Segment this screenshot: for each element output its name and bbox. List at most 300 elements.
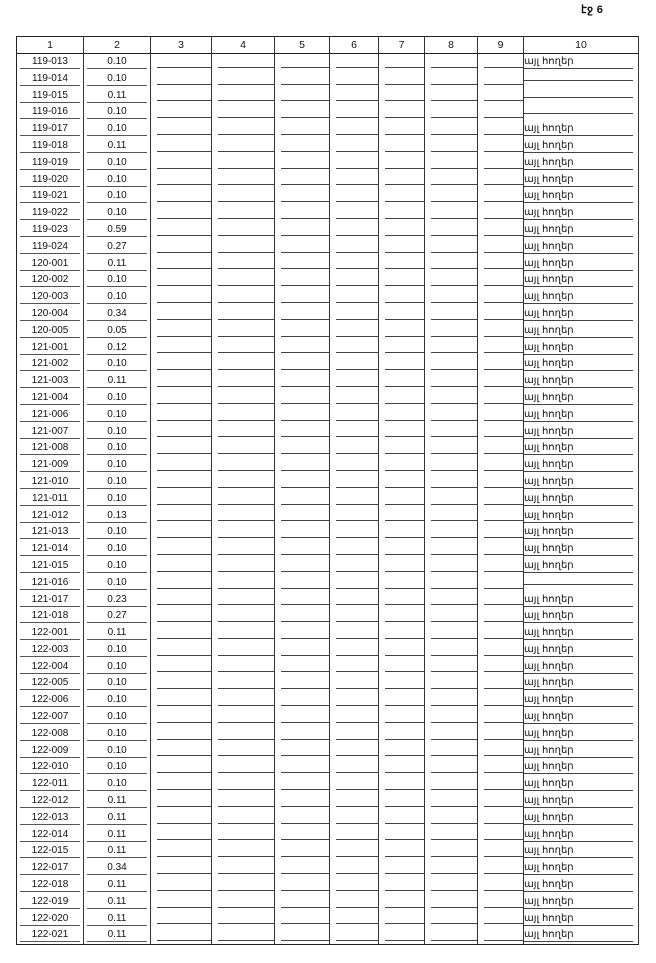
empty-cell-col-9	[478, 272, 524, 289]
area-value-cell	[84, 827, 151, 844]
table-row	[17, 121, 639, 138]
empty-cell-col-3	[151, 373, 212, 390]
empty-cell-col-4	[212, 726, 275, 743]
area-value: 0.10	[87, 357, 146, 371]
parcel-code: 122-005	[20, 676, 79, 690]
area-value-cell	[84, 306, 151, 323]
empty-cell-col-4	[212, 793, 275, 810]
empty-cell-col-5	[275, 340, 330, 357]
parcel-code: 122-012	[20, 794, 79, 808]
empty-cell-col-7	[379, 927, 425, 944]
table-row	[17, 575, 639, 592]
empty-cell-col-6	[330, 356, 379, 373]
area-value: 0.10	[87, 55, 146, 69]
land-type-cell	[524, 558, 639, 575]
empty-cell-col-6	[330, 642, 379, 659]
empty-cell-col-4	[212, 54, 275, 71]
empty-cell-col-6	[330, 373, 379, 390]
parcel-code-cell	[17, 726, 84, 743]
empty-cell-col-6	[330, 256, 379, 273]
empty-cell-col-4	[212, 642, 275, 659]
area-value: 0.10	[87, 660, 146, 674]
area-value-cell	[84, 793, 151, 810]
empty-cell-col-8	[425, 306, 478, 323]
empty-cell-col-7	[379, 743, 425, 760]
empty-cell-col-6	[330, 491, 379, 508]
land-type-cell	[524, 205, 639, 222]
land-type-cell	[524, 440, 639, 457]
area-value: 0.11	[87, 374, 146, 388]
empty-cell-col-8	[425, 155, 478, 172]
land-type-note: այլ հողեր	[524, 274, 633, 287]
land-type-note: այլ հողեր	[524, 862, 633, 875]
parcel-code-cell	[17, 239, 84, 256]
land-type-note: այլ հողեր	[524, 190, 633, 203]
land-type-cell	[524, 373, 639, 390]
empty-cell-col-8	[425, 927, 478, 944]
area-value: 0.10	[87, 156, 146, 170]
empty-cell-col-4	[212, 340, 275, 357]
land-type-cell	[524, 592, 639, 609]
empty-cell-col-7	[379, 306, 425, 323]
empty-cell-col-6	[330, 205, 379, 222]
parcel-code: 119-022	[20, 206, 79, 220]
empty-cell-col-9	[478, 188, 524, 205]
empty-cell-col-9	[478, 508, 524, 525]
empty-cell-col-9	[478, 155, 524, 172]
empty-cell-col-3	[151, 239, 212, 256]
empty-cell-col-9	[478, 491, 524, 508]
table-row	[17, 827, 639, 844]
parcel-code: 122-007	[20, 710, 79, 724]
land-type-cell	[524, 625, 639, 642]
empty-cell-col-4	[212, 675, 275, 692]
table-row	[17, 642, 639, 659]
empty-cell-col-5	[275, 172, 330, 189]
land-type-cell	[524, 239, 639, 256]
empty-cell-col-4	[212, 323, 275, 340]
area-value: 0.10	[87, 542, 146, 556]
empty-cell-col-3	[151, 927, 212, 944]
empty-cell-col-8	[425, 222, 478, 239]
area-value-cell	[84, 54, 151, 71]
land-type-note: այլ հողեր	[524, 644, 633, 657]
empty-cell-col-3	[151, 709, 212, 726]
area-value-cell	[84, 71, 151, 88]
empty-cell-col-4	[212, 625, 275, 642]
land-type-note: այլ հողեր	[524, 207, 633, 220]
empty-cell-col-5	[275, 541, 330, 558]
empty-cell-col-8	[425, 424, 478, 441]
empty-cell-col-7	[379, 54, 425, 71]
empty-cell-col-8	[425, 340, 478, 357]
empty-cell-col-9	[478, 810, 524, 827]
empty-cell-col-7	[379, 138, 425, 155]
empty-cell-col-6	[330, 272, 379, 289]
empty-cell-col-7	[379, 457, 425, 474]
parcel-code-cell	[17, 373, 84, 390]
parcel-code: 122-004	[20, 660, 79, 674]
land-type-note	[524, 97, 633, 98]
empty-cell-col-7	[379, 776, 425, 793]
parcel-code-cell	[17, 642, 84, 659]
empty-cell-col-5	[275, 272, 330, 289]
table-row	[17, 508, 639, 525]
land-type-cell	[524, 138, 639, 155]
area-value-cell	[84, 390, 151, 407]
land-type-cell	[524, 340, 639, 357]
empty-cell-col-3	[151, 524, 212, 541]
area-value-cell	[84, 340, 151, 357]
empty-cell-col-3	[151, 256, 212, 273]
table-row	[17, 759, 639, 776]
empty-cell-col-9	[478, 88, 524, 105]
empty-cell-col-8	[425, 642, 478, 659]
land-type-cell	[524, 356, 639, 373]
land-type-note: այլ հողեր	[524, 728, 633, 741]
land-type-note: այլ հողեր	[524, 442, 633, 455]
area-value: 0.10	[87, 273, 146, 287]
area-value: 0.11	[87, 844, 146, 858]
parcel-code-cell	[17, 894, 84, 911]
land-type-note: այլ հողեր	[524, 56, 633, 69]
empty-cell-col-6	[330, 289, 379, 306]
empty-cell-col-9	[478, 726, 524, 743]
parcel-code-cell	[17, 188, 84, 205]
empty-cell-col-9	[478, 457, 524, 474]
empty-cell-col-6	[330, 121, 379, 138]
parcel-code-cell	[17, 256, 84, 273]
empty-cell-col-7	[379, 121, 425, 138]
empty-cell-col-8	[425, 843, 478, 860]
empty-cell-col-7	[379, 894, 425, 911]
empty-cell-col-9	[478, 759, 524, 776]
parcel-code: 119-021	[20, 189, 79, 203]
empty-cell-col-8	[425, 138, 478, 155]
empty-cell-col-9	[478, 592, 524, 609]
empty-cell-col-4	[212, 759, 275, 776]
empty-cell-col-6	[330, 625, 379, 642]
area-value: 0.10	[87, 206, 146, 220]
parcel-code: 122-011	[20, 777, 79, 791]
empty-cell-col-3	[151, 659, 212, 676]
land-type-note	[524, 80, 633, 81]
table-row	[17, 104, 639, 121]
area-value: 0.11	[87, 811, 146, 825]
parcel-code-cell	[17, 138, 84, 155]
parcel-code: 122-017	[20, 861, 79, 875]
empty-cell-col-3	[151, 575, 212, 592]
empty-cell-col-7	[379, 390, 425, 407]
area-value-cell	[84, 541, 151, 558]
empty-cell-col-4	[212, 256, 275, 273]
table-row	[17, 440, 639, 457]
empty-cell-col-5	[275, 323, 330, 340]
empty-cell-col-6	[330, 592, 379, 609]
land-type-cell	[524, 827, 639, 844]
empty-cell-col-3	[151, 743, 212, 760]
land-type-cell	[524, 390, 639, 407]
empty-cell-col-8	[425, 743, 478, 760]
land-type-note: այլ հողեր	[524, 560, 633, 573]
empty-cell-col-3	[151, 675, 212, 692]
empty-cell-col-4	[212, 843, 275, 860]
parcel-code-cell	[17, 390, 84, 407]
land-type-note: այլ հողեր	[524, 224, 633, 237]
area-value-cell	[84, 121, 151, 138]
empty-cell-col-3	[151, 911, 212, 928]
parcel-code-cell	[17, 759, 84, 776]
empty-cell-col-5	[275, 104, 330, 121]
area-value: 0.11	[87, 626, 146, 640]
empty-cell-col-7	[379, 373, 425, 390]
parcel-code-cell	[17, 608, 84, 625]
table-row	[17, 776, 639, 793]
empty-cell-col-4	[212, 88, 275, 105]
parcel-code-cell	[17, 440, 84, 457]
area-value-cell	[84, 592, 151, 609]
table-row	[17, 894, 639, 911]
land-type-note: այլ հողեր	[524, 711, 633, 724]
parcel-code: 122-020	[20, 912, 79, 926]
empty-cell-col-4	[212, 541, 275, 558]
area-value-cell	[84, 911, 151, 928]
empty-cell-col-4	[212, 138, 275, 155]
empty-cell-col-9	[478, 793, 524, 810]
empty-cell-col-5	[275, 692, 330, 709]
area-value-cell	[84, 759, 151, 776]
table-row	[17, 675, 639, 692]
empty-cell-col-5	[275, 88, 330, 105]
empty-cell-col-5	[275, 256, 330, 273]
parcel-code: 121-015	[20, 559, 79, 573]
land-type-cell	[524, 843, 639, 860]
empty-cell-col-8	[425, 508, 478, 525]
land-type-cell	[524, 743, 639, 760]
column-header-3: 3	[151, 37, 212, 54]
area-value-cell	[84, 709, 151, 726]
empty-cell-col-5	[275, 894, 330, 911]
empty-cell-col-7	[379, 642, 425, 659]
empty-cell-col-9	[478, 323, 524, 340]
empty-cell-col-8	[425, 272, 478, 289]
empty-cell-col-4	[212, 491, 275, 508]
empty-cell-col-5	[275, 759, 330, 776]
empty-cell-col-6	[330, 877, 379, 894]
table-row	[17, 877, 639, 894]
area-value-cell	[84, 457, 151, 474]
column-header-5: 5	[275, 37, 330, 54]
empty-cell-col-8	[425, 289, 478, 306]
parcel-code-cell	[17, 877, 84, 894]
empty-cell-col-3	[151, 104, 212, 121]
empty-cell-col-3	[151, 843, 212, 860]
empty-cell-col-5	[275, 440, 330, 457]
empty-cell-col-4	[212, 424, 275, 441]
empty-cell-col-8	[425, 541, 478, 558]
area-value-cell	[84, 894, 151, 911]
area-value: 0.12	[87, 341, 146, 355]
parcel-code-cell	[17, 474, 84, 491]
empty-cell-col-7	[379, 692, 425, 709]
empty-cell-col-3	[151, 407, 212, 424]
empty-cell-col-4	[212, 927, 275, 944]
empty-cell-col-3	[151, 71, 212, 88]
land-type-note: այլ հողեր	[524, 543, 633, 556]
empty-cell-col-8	[425, 457, 478, 474]
empty-cell-col-7	[379, 188, 425, 205]
empty-cell-col-5	[275, 457, 330, 474]
table-row	[17, 860, 639, 877]
table-row	[17, 524, 639, 541]
parcel-code-cell	[17, 675, 84, 692]
area-value-cell	[84, 743, 151, 760]
parcel-code-cell	[17, 491, 84, 508]
empty-cell-col-3	[151, 457, 212, 474]
empty-cell-col-8	[425, 71, 478, 88]
empty-cell-col-8	[425, 860, 478, 877]
table-row	[17, 289, 639, 306]
empty-cell-col-7	[379, 793, 425, 810]
area-value-cell	[84, 138, 151, 155]
land-type-cell	[524, 121, 639, 138]
land-type-cell	[524, 608, 639, 625]
parcel-code-cell	[17, 54, 84, 71]
area-value: 0.10	[87, 760, 146, 774]
table-row	[17, 272, 639, 289]
parcel-code: 119-020	[20, 173, 79, 187]
empty-cell-col-6	[330, 340, 379, 357]
table-row	[17, 491, 639, 508]
land-type-cell	[524, 188, 639, 205]
area-value-cell	[84, 726, 151, 743]
land-type-cell	[524, 155, 639, 172]
empty-cell-col-6	[330, 424, 379, 441]
column-header-2: 2	[84, 37, 151, 54]
empty-cell-col-9	[478, 877, 524, 894]
parcel-code: 121-004	[20, 391, 79, 405]
empty-cell-col-5	[275, 71, 330, 88]
area-value-cell	[84, 575, 151, 592]
empty-cell-col-9	[478, 558, 524, 575]
land-type-note: այլ հողեր	[524, 510, 633, 523]
parcel-code: 122-015	[20, 844, 79, 858]
empty-cell-col-6	[330, 390, 379, 407]
empty-cell-col-5	[275, 524, 330, 541]
empty-cell-col-9	[478, 104, 524, 121]
land-type-cell	[524, 810, 639, 827]
column-header-10: 10	[524, 37, 639, 54]
parcel-code: 119-014	[20, 72, 79, 86]
empty-cell-col-7	[379, 675, 425, 692]
land-type-cell	[524, 256, 639, 273]
empty-cell-col-6	[330, 743, 379, 760]
parcel-code-cell	[17, 776, 84, 793]
land-type-note: այլ հողեր	[524, 677, 633, 690]
empty-cell-col-6	[330, 323, 379, 340]
empty-cell-col-7	[379, 541, 425, 558]
parcel-code-cell	[17, 793, 84, 810]
empty-cell-col-9	[478, 827, 524, 844]
empty-cell-col-5	[275, 709, 330, 726]
table-row	[17, 222, 639, 239]
empty-cell-col-9	[478, 843, 524, 860]
empty-cell-col-8	[425, 608, 478, 625]
table-row	[17, 911, 639, 928]
empty-cell-col-7	[379, 356, 425, 373]
empty-cell-col-6	[330, 104, 379, 121]
land-type-note: այլ հողեր	[524, 493, 633, 506]
empty-cell-col-9	[478, 54, 524, 71]
empty-cell-col-5	[275, 289, 330, 306]
area-value: 0.10	[87, 693, 146, 707]
area-value: 0.10	[87, 676, 146, 690]
land-type-note: այլ հողեր	[524, 358, 633, 371]
parcel-code: 119-018	[20, 139, 79, 153]
parcel-code-cell	[17, 457, 84, 474]
empty-cell-col-3	[151, 205, 212, 222]
empty-cell-col-4	[212, 239, 275, 256]
empty-cell-col-4	[212, 306, 275, 323]
empty-cell-col-4	[212, 205, 275, 222]
empty-cell-col-7	[379, 625, 425, 642]
column-header-9: 9	[478, 37, 524, 54]
land-type-note: այլ հողեր	[524, 594, 633, 607]
empty-cell-col-9	[478, 575, 524, 592]
empty-cell-col-3	[151, 759, 212, 776]
column-header-6: 6	[330, 37, 379, 54]
parcel-code-cell	[17, 524, 84, 541]
empty-cell-col-3	[151, 155, 212, 172]
empty-cell-col-8	[425, 205, 478, 222]
empty-cell-col-9	[478, 927, 524, 944]
empty-cell-col-8	[425, 810, 478, 827]
land-type-note: այլ հողեր	[524, 879, 633, 892]
empty-cell-col-9	[478, 121, 524, 138]
land-type-note: այլ հողեր	[524, 409, 633, 422]
empty-cell-col-6	[330, 860, 379, 877]
empty-cell-col-8	[425, 172, 478, 189]
empty-cell-col-5	[275, 138, 330, 155]
land-type-cell	[524, 659, 639, 676]
empty-cell-col-3	[151, 172, 212, 189]
area-value-cell	[84, 172, 151, 189]
parcel-code: 119-017	[20, 122, 79, 136]
empty-cell-col-3	[151, 776, 212, 793]
land-type-cell	[524, 306, 639, 323]
area-value: 0.10	[87, 391, 146, 405]
area-value: 0.10	[87, 189, 146, 203]
empty-cell-col-5	[275, 222, 330, 239]
table-row	[17, 356, 639, 373]
table-row	[17, 256, 639, 273]
empty-cell-col-3	[151, 608, 212, 625]
empty-cell-col-5	[275, 877, 330, 894]
land-type-note: այլ հողեր	[524, 140, 633, 153]
parcel-code-cell	[17, 71, 84, 88]
table-row	[17, 659, 639, 676]
empty-cell-col-5	[275, 843, 330, 860]
area-value-cell	[84, 289, 151, 306]
empty-cell-col-9	[478, 474, 524, 491]
empty-cell-col-4	[212, 356, 275, 373]
empty-cell-col-6	[330, 71, 379, 88]
table-row	[17, 155, 639, 172]
area-value-cell	[84, 843, 151, 860]
parcel-code: 122-021	[20, 928, 79, 942]
area-value-cell	[84, 424, 151, 441]
empty-cell-col-4	[212, 608, 275, 625]
